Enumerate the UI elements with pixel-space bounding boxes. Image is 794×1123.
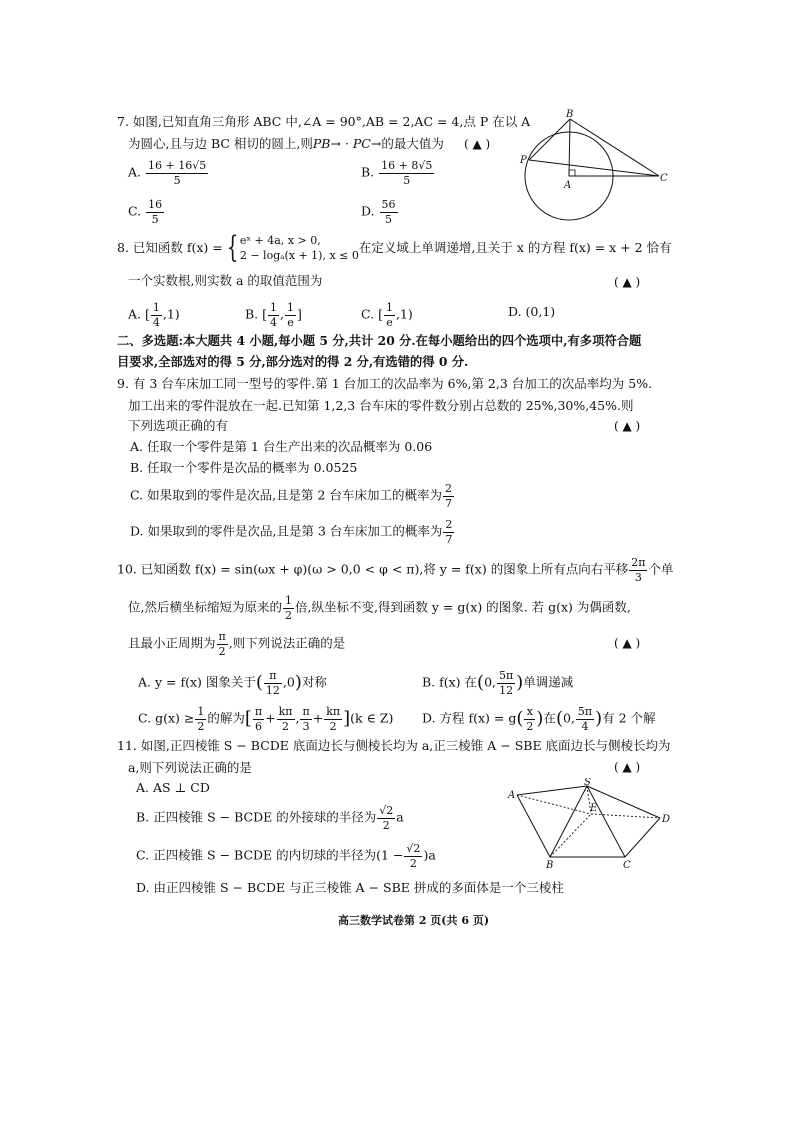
q10-option-a: A. y = f(x) 图象关于( $\frac{\pi}{12}$ ,0)对称 xyxy=(138,669,327,697)
q9-line1: 9. 有 3 台车床加工同一型号的零件.第 1 台加工的次品率为 6%,第 2,3 台加工的次品率均为 5%. xyxy=(117,376,653,391)
q8-prefix: 8. 已知函数 f(x) = xyxy=(117,240,223,256)
q7-segment-pb xyxy=(529,119,570,160)
q11-label-d: D xyxy=(662,814,671,825)
q10-line2: 位,然后横坐标缩短为原来的 $\frac{1}{2}$ 倍,纵坐标不变,得到函数 y = g(x) 的图象. 若 g(x) 为偶函数, xyxy=(128,594,631,622)
q11-answer-mark: ( ▲ ) xyxy=(614,760,641,774)
q10-shift-fraction: $\frac{2\pi}{3}$ xyxy=(631,556,646,584)
q7-figure-circle-triangle xyxy=(512,108,672,223)
q10-option-d: D. 方程 f(x) = g( $\frac{x}{2}$ )在(0, $\frac{5\pi}{4}$ )有 2 个解 xyxy=(422,705,656,733)
q8-line1 xyxy=(117,230,672,266)
q7-option-b-label: B. xyxy=(361,164,375,180)
q7-line2-tail: 的最大值为 xyxy=(381,136,444,151)
q7-line2 xyxy=(128,138,444,151)
q11-option-d: D. 由正四棱锥 S − BCDE 与正三棱锥 A − SBE 拼成的多面体是一个三棱柱 xyxy=(136,880,564,895)
q8-option-a: A. [ $\frac{1}{4}$ ,1) xyxy=(128,301,180,329)
q8-suffix: 在定义域上单调递增,且关于 x 的方程 f(x) = x + 2 恰有 xyxy=(358,240,672,256)
q8-option-b: B. [ $\frac{1}{4}$ , $\frac{1}{e}$ ] xyxy=(245,301,302,329)
q9-option-d: D. 如果取到的零件是次品,且是第 3 台车床加工的概率为 $\frac{2}{7}$ xyxy=(130,518,453,546)
q7-line1: 7. 如图,已知直角三角形 ABC 中,∠A = 90°,AB = 2,AC = 4,点 P 在以 A xyxy=(117,114,531,129)
q11-label-s: S xyxy=(584,778,591,788)
q11-option-a: A. AS ⊥ CD xyxy=(136,780,210,795)
q11-figure-pyramid xyxy=(505,778,677,870)
q8-piecewise xyxy=(240,233,359,264)
section2-heading-line1: 二、多选题:本大题共 4 小题,每小题 5 分,共计 20 分.在每小题给出的四个选项中,有多项符合题 xyxy=(117,333,642,348)
q9-line3: 下列选项正确的有 xyxy=(128,418,229,433)
q8-answer-mark: ( ▲ ) xyxy=(614,275,641,289)
q7-option-a-label: A. xyxy=(128,164,142,180)
q7-segment-ab xyxy=(569,119,570,176)
page-footer: 高三数学试卷第 2 页(共 6 页) xyxy=(338,914,490,927)
q9-option-b: B. 任取一个零件是次品的概率为 0.0525 xyxy=(130,460,358,475)
section2-heading-line2: 目要求,全部选对的得 5 分,部分选对的得 2 分,有选错的得 0 分. xyxy=(117,354,469,369)
q8-brace: { xyxy=(226,230,239,266)
q8-piece1: eˣ + 4a, x > 0, xyxy=(239,234,321,247)
q7-segment-pc xyxy=(529,160,659,176)
q11-option-b-fraction: $\frac{√2}{2}$ xyxy=(379,804,394,832)
q7-line2-text: 为圆心,且与边 BC 相切的圆上,则 xyxy=(128,136,313,151)
q9-option-c-fraction: $\frac{2}{7}$ xyxy=(444,482,452,510)
q10-line3: 且最小正周期为 $\frac{\pi}{2}$ ,则下列说法正确的是 xyxy=(128,630,346,658)
q8-option-c: C. [ $\frac{1}{e}$ ,1) xyxy=(361,301,413,329)
q7-segment-bc xyxy=(570,119,659,176)
q7-option-b xyxy=(361,160,435,186)
q7-option-d xyxy=(361,199,399,225)
q7-option-b-fraction: $\frac{16 + 8√5}{5}$ xyxy=(381,159,433,187)
q11-label-c: C xyxy=(623,860,631,870)
q11-line1: 11. 如图,正四棱锥 S − BCDE 底面边长与侧棱长均为 a,正三棱锥 A − SBE 底面边长与侧棱长均为 xyxy=(117,738,671,753)
q9-answer-mark: ( ▲ ) xyxy=(614,419,641,433)
q9-line2: 加工出来的零件混放在一起.已知第 1,2,3 台车床的零件数分别占总数的 25%,30%,45%.则 xyxy=(128,398,634,413)
q7-option-c-label: C. xyxy=(128,203,142,219)
q7-option-a xyxy=(128,160,209,186)
q10-half-fraction: $\frac{1}{2}$ xyxy=(284,594,292,622)
q11-option-b: B. 正四棱锥 S − BCDE 的外接球的半径为 $\frac{√2}{2}$ a xyxy=(136,804,404,832)
q7-option-c xyxy=(128,199,165,225)
q9-option-d-fraction: $\frac{2}{7}$ xyxy=(445,518,453,546)
q7-option-a-fraction: $\frac{16 + 16√5}{5}$ xyxy=(148,159,207,187)
q11-label-e: E xyxy=(590,803,598,814)
q10-line1: 10. 已知函数 f(x) = sin(ωx + φ)(ω > 0,0 < φ < π),将 y = f(x) 的图象上所有点向右平移 $\frac{2\pi}{3}$ 个单 xyxy=(117,556,674,584)
q7-option-d-fraction: $\frac{56}{5}$ xyxy=(381,198,396,226)
q7-label-c: C xyxy=(660,173,668,184)
q11-option-c: C. 正四棱锥 S − BCDE 的内切球的半径为(1 − $\frac{√2}{2}$ )a xyxy=(136,842,436,870)
q10-option-c: C. g(x) ≥ $\frac{1}{2}$ 的解为[ $\frac{\pi}{6}$ + $\frac{k\pi}{2}$ , $\frac{\pi}{3}$ + $\frac{k\pi}{2}$ ](k ∈ Z) xyxy=(138,705,394,733)
q10-answer-mark: ( ▲ ) xyxy=(614,636,641,650)
q7-option-c-fraction: $\frac{16}{5}$ xyxy=(148,198,163,226)
q7-option-d-label: D. xyxy=(361,203,375,219)
q7-label-a: A xyxy=(564,180,572,191)
q11-line2: a,则下列说法正确的是 xyxy=(128,760,252,775)
q8-line2: 一个实数根,则实数 a 的取值范围为 xyxy=(128,273,323,288)
q9-option-a: A. 任取一个零件是第 1 台生产出来的次品概率为 0.06 xyxy=(130,439,433,454)
q7-label-b: B xyxy=(566,109,574,120)
q7-right-angle-mark xyxy=(569,170,575,176)
q7-answer-mark: ( ▲ ) xyxy=(464,137,491,151)
q11-label-a: A xyxy=(508,790,516,801)
q10-period-fraction: $\frac{\pi}{2}$ xyxy=(218,630,226,658)
q7-label-p: P xyxy=(520,155,527,166)
q10-option-b: B. f(x) 在(0, $\frac{5\pi}{12}$ )单调递减 xyxy=(422,669,574,697)
q8-piece2: 2 − logₐ(x + 1), x ≤ 0 xyxy=(239,249,359,263)
q8-option-d: D. (0,1) xyxy=(508,304,556,319)
q7-vector-expression: PB→ · PC→ xyxy=(312,136,382,151)
q11-option-c-fraction: $\frac{√2}{2}$ xyxy=(406,842,421,870)
q11-label-b: B xyxy=(546,860,554,870)
q9-option-c: C. 如果取到的零件是次品,且是第 2 台车床加工的概率为 $\frac{2}{7}$ xyxy=(130,482,452,510)
